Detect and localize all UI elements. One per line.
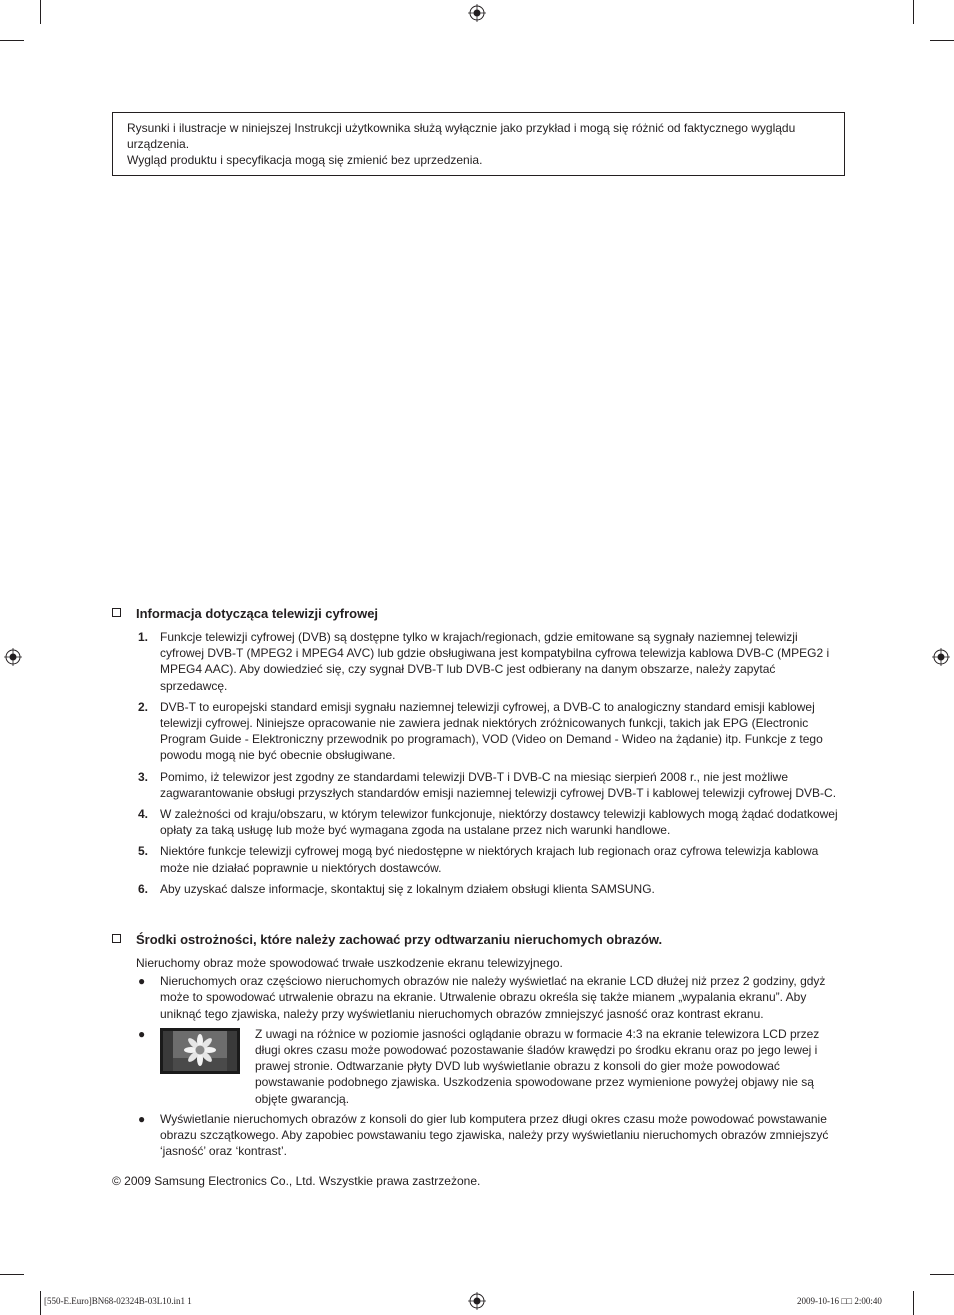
item-text: Pomimo, iż telewizor jest zgodny ze standardami telewizji DVB-T i DVB-C na miesiąc sierpień 2008 r., nie jest możliwe zagwarantowanie obsługi przyszłych standardów emisji naziemnej telewizji cyfrowej DVB-T i kablowej telewizji cyfrowej DVB-C. [160,769,837,800]
item-number: 3. [138,769,149,784]
item-text: Z uwagi na różnice w poziomie jasności oglądanie obrazu w formacie 4:3 na ekranie telewizora LCD przez długi okres czasu może powodować pozostawanie śladów krawędzi po środku ekranu oraz po jego lewej i prawej stronie. Odtwarzanie płyty DVD lub wyświetlanie obrazu z konsoli do gier może powodować powstawanie podobnego zjawiska. Uszkodzenia spowodowane przez wymienione powyżej objawy nie są objęte gwarancją. [255,1026,820,1106]
section-intro: Nieruchomy obraz może spowodować trwałe uszkodzenie ekranu telewizyjnego. [136,956,563,970]
notice-line: Wygląd produktu i specyfikacja mogą się zmienić bez uprzedzenia. [127,153,483,167]
bullet-icon: ● [138,1026,146,1041]
print-slug-file: [550-E.Euro]BN68-02324B-03L10.in1 1 [44,1296,192,1306]
list-item [112,973,842,1022]
checkbox-square-icon [112,934,121,943]
section-heading [112,605,842,622]
item-text: DVB-T to europejski standard emisji sygnału naziemnej telewizji cyfrowej, a DVB-C to analogiczny standard emisji kablowej telewizji cyfrowej. Niniejsze opracowanie nie zawiera jednak niektórych zróżnicowanych funkcji, takich jak EPG (Electronic Program Guide - Elektroniczny przewodnik po programach), VOD (Video on Demand - Wideo na żądanie) itp. Funkcje z tego powodu mogą nie być obecnie obsługiwane. [160,699,823,763]
item-text: W zależności od kraju/obszaru, w którym telewizor funkcjonuje, niektórzy dostawcy telewizji kablowych mogą żądać dodatkowej opłaty za taką usługę lub może być wymagana zgoda na ustalane przez nich warunki handlowe. [160,807,838,838]
still-image-section [112,931,842,1163]
print-slug-date: 2009-10-16 □□ 2:00:40 [797,1296,882,1306]
list-item [112,699,842,764]
section-heading-text: Środki ostrożności, które należy zachować przy odtwarzaniu nieruchomych obrazów. [136,932,663,947]
registration-mark-icon [468,4,486,22]
copyright-text: © 2009 Samsung Electronics Co., Ltd. Wszystkie prawa zastrzeżone. [112,1174,481,1188]
item-text: Nieruchomych oraz częściowo nieruchomych obrazów nie należy wyświetlać na ekranie LCD dłużej niż przez 2 godziny, gdyż może to spowodować utrwalenie obrazu na ekranie. Utrwalenie obrazu określa się także mianem „wypalania ekranu”. Aby uniknąć tego zjawiska, należy przy wyświetlaniu nieruchomych obrazów zmniejszyć jasność oraz kontrast ekranu. [160,974,826,1021]
bullet-list [112,973,842,1159]
item-text: Niektóre funkcje telewizji cyfrowej mogą być niedostępne w niektórych krajach lub regionach oraz cyfrowa telewizja kablowa może nie działać poprawnie u niektórych dostawców. [160,844,819,875]
crop-mark [0,1274,24,1275]
list-item [112,806,842,838]
bullet-icon: ● [138,974,146,989]
item-text: Wyświetlanie nieruchomych obrazów z konsoli do gier lub komputera przez długi okres czasu może powodować powstawanie obrazu szczątkowego. Aby zapobiec powstawaniu tego zjawiska, należy przy wyświetlaniu nieruchomych obrazów zmniejszyć ‘jasność’ oraz ‘kontrast’. [160,1111,829,1159]
crop-mark [930,1274,954,1275]
bullet-icon: ● [138,1111,146,1126]
item-number: 6. [138,881,149,896]
checkbox-square-icon [112,608,121,617]
list-item [112,881,842,897]
digital-tv-section [112,605,842,902]
item-number: 4. [138,807,149,822]
item-number: 2. [138,699,149,714]
item-text: Funkcje telewizji cyfrowej (DVB) są dostępne tylko w krajach/regionach, gdzie emitowane są sygnały naziemnej telewizji cyfrowej DVB-T (MPEG2 i MPEG4 AVC) lub gdzie obsługiwana jest kompatybilna cyfrowa telewizja kablowa DVB-C (MPEG2 i MPEG4 AAC). Aby dowiedzieć się, czy sygnał DVB-T lub DVB-C jest odbierany na danym obszarze, należy zapytać sprzedawcę. [160,630,830,693]
item-number: 5. [138,844,149,859]
section-heading [112,931,842,948]
item-number: 1. [138,630,149,644]
crop-mark [0,40,24,41]
registration-mark-icon [468,1292,486,1310]
list-item [112,843,842,875]
crop-mark [930,40,954,41]
numbered-list [112,629,842,897]
tv-flower-image [160,1028,240,1074]
notice-line: Rysunki i ilustracje w niniejszej Instrukcji użytkownika służą wyłącznie jako przykład i mogą się różnić od faktycznego wyglądu urządzenia. [127,121,796,151]
crop-mark [913,0,914,24]
crop-mark [913,1291,914,1315]
list-item [112,769,842,801]
crop-mark [40,0,41,24]
list-item [112,1026,842,1107]
list-item [112,629,842,694]
item-text: Aby uzyskać dalsze informacje, skontaktuj się z lokalnym działem obsługi klienta SAMSUNG. [160,881,655,896]
registration-mark-icon [4,648,22,666]
notice-box [112,112,845,176]
registration-mark-icon [932,648,950,666]
crop-mark [40,1291,41,1315]
list-item [112,1111,842,1160]
section-heading-text: Informacja dotycząca telewizji cyfrowej [136,606,379,621]
